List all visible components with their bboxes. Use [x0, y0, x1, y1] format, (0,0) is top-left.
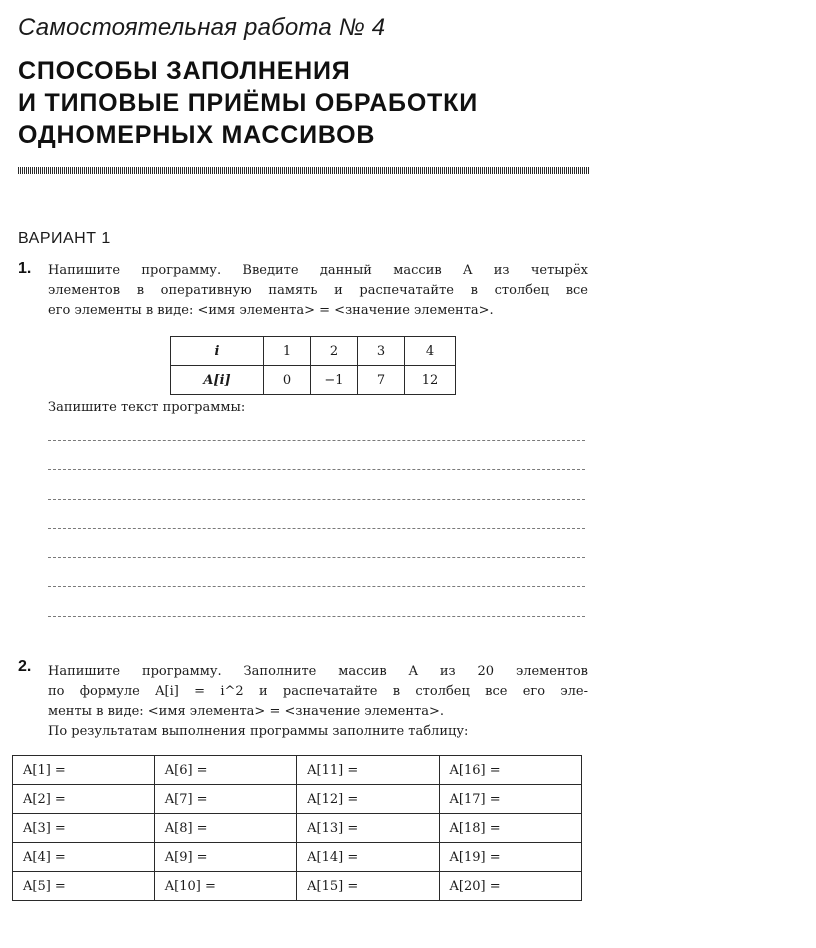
table-row [13, 814, 582, 843]
answer-lines [48, 440, 585, 645]
answer-cell[interactable]: A[15] = [297, 872, 439, 901]
table-head-cell: A[i] [171, 366, 264, 395]
answer-cell[interactable]: A[9] = [154, 843, 296, 872]
answer-cell[interactable]: A[8] = [154, 814, 296, 843]
answer-cell[interactable]: A[17] = [439, 785, 581, 814]
answer-line[interactable] [48, 528, 585, 529]
variant-heading: ВАРИАНТ 1 [18, 230, 111, 247]
answer-cell[interactable]: A[7] = [154, 785, 296, 814]
task2-text-line: Напишите программу. Заполните массив A из 20 элементов [48, 664, 588, 679]
answer-cell[interactable]: A[14] = [297, 843, 439, 872]
task2-text [48, 662, 588, 742]
answer-cell[interactable]: A[4] = [13, 843, 155, 872]
answer-cell[interactable]: A[6] = [154, 756, 296, 785]
table-cell: 3 [358, 337, 405, 366]
table-row [13, 785, 582, 814]
table-cell: 7 [358, 366, 405, 395]
table-cell: 4 [405, 337, 456, 366]
title-line: СПОСОБЫ ЗАПОЛНЕНИЯ [18, 57, 351, 85]
answer-line[interactable] [48, 469, 585, 470]
table-cell: 0 [264, 366, 311, 395]
table-cell: 1 [264, 337, 311, 366]
task1-prompt: Запишите текст программы: [48, 400, 246, 415]
answer-cell[interactable]: A[10] = [154, 872, 296, 901]
answer-cell[interactable]: A[3] = [13, 814, 155, 843]
task2-answer-table [12, 755, 582, 901]
answer-cell[interactable]: A[11] = [297, 756, 439, 785]
answer-cell[interactable]: A[12] = [297, 785, 439, 814]
answer-line[interactable] [48, 557, 585, 558]
task1-data-table [170, 336, 456, 395]
answer-cell[interactable]: A[5] = [13, 872, 155, 901]
answer-cell[interactable]: A[18] = [439, 814, 581, 843]
answer-line[interactable] [48, 499, 585, 500]
decorative-divider [18, 167, 589, 174]
task1-number: 1. [18, 260, 32, 277]
table-cell: 2 [311, 337, 358, 366]
work-label: Самостоятельная работа № 4 [18, 14, 386, 41]
task1-text-line: его элементы в виде: <имя элемента> = <значение элемента>. [48, 303, 494, 318]
task2-text-line: по формуле A[i] = i^2 и распечатайте в столбец все его эле- [48, 684, 588, 699]
answer-line[interactable] [48, 586, 585, 587]
table-row [13, 872, 582, 901]
task1-text-line: элементов в оперативную память и распечатайте в столбец все [48, 283, 588, 298]
answer-cell[interactable]: A[2] = [13, 785, 155, 814]
task1-text [48, 261, 588, 321]
title-line: И ТИПОВЫЕ ПРИЁМЫ ОБРАБОТКИ [18, 89, 478, 117]
answer-cell[interactable]: A[16] = [439, 756, 581, 785]
table-cell: 12 [405, 366, 456, 395]
page-title [18, 55, 598, 151]
answer-line[interactable] [48, 616, 585, 617]
table-row [13, 756, 582, 785]
table-row [171, 337, 456, 366]
answer-line[interactable] [48, 440, 585, 441]
answer-cell[interactable]: A[1] = [13, 756, 155, 785]
answer-cell[interactable]: A[19] = [439, 843, 581, 872]
answer-cell[interactable]: A[13] = [297, 814, 439, 843]
task1-text-line: Напишите программу. Введите данный массив A из четырёх [48, 263, 588, 278]
answer-cell[interactable]: A[20] = [439, 872, 581, 901]
table-head-cell: i [171, 337, 264, 366]
table-row [171, 366, 456, 395]
title-line: ОДНОМЕРНЫХ МАССИВОВ [18, 121, 376, 149]
task2-text-line: менты в виде: <имя элемента> = <значение элемента>. [48, 704, 444, 719]
table-row [13, 843, 582, 872]
task2-number: 2. [18, 658, 32, 675]
table-cell: −1 [311, 366, 358, 395]
task2-text-line: По результатам выполнения программы заполните таблицу: [48, 724, 469, 739]
